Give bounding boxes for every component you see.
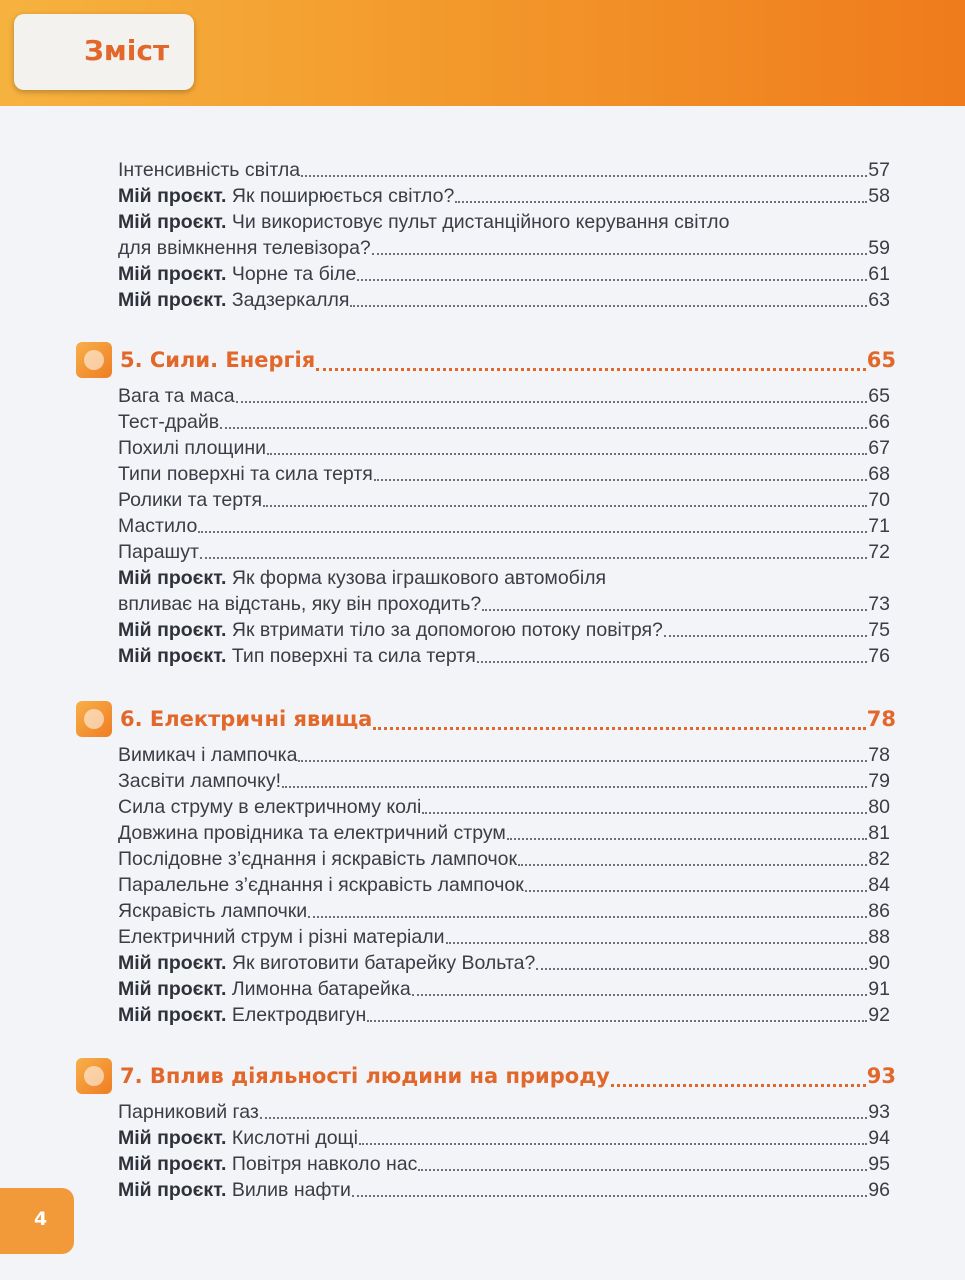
toc-page-number: 58 xyxy=(868,185,890,207)
toc-entry xyxy=(118,287,890,313)
toc-page-number: 93 xyxy=(868,1101,890,1123)
dot-leader xyxy=(282,786,867,788)
toc-entry xyxy=(118,1099,890,1125)
section-page-number: 65 xyxy=(866,348,896,372)
dot-leader xyxy=(372,253,868,255)
toc-entry xyxy=(118,1177,890,1203)
page-title: Зміст xyxy=(84,34,170,67)
dot-leader xyxy=(518,864,867,866)
toc-entry-title: Тест-драйв xyxy=(118,411,220,433)
toc-entry xyxy=(118,513,890,539)
project-label: Мій проєкт. xyxy=(118,567,227,589)
toc-page-number: 65 xyxy=(868,385,890,407)
dot-leader xyxy=(412,994,868,996)
toc-page-number: 68 xyxy=(868,463,890,485)
toc-page-number: 70 xyxy=(868,489,890,511)
toc-entry-title: Парниковий газ xyxy=(118,1101,259,1123)
toc-entry-title: Мій проєкт. Тип поверхні та сила тертя xyxy=(118,645,476,667)
section-heading xyxy=(76,1056,896,1096)
project-label: Мій проєкт. xyxy=(118,978,227,1000)
toc-entry-title: Мій проєкт. Як форма кузова іграшкового автомобіля xyxy=(118,567,607,589)
toc-entry xyxy=(118,1125,890,1151)
toc-page-number: 95 xyxy=(868,1153,890,1175)
dot-leader xyxy=(374,479,867,481)
project-label: Мій проєкт. xyxy=(118,619,227,641)
dot-leader xyxy=(446,942,868,944)
section-page-number: 78 xyxy=(866,707,896,731)
project-label: Мій проєкт. xyxy=(118,952,227,974)
toc-page-number: 79 xyxy=(868,770,890,792)
toc-page-number: 73 xyxy=(868,593,890,615)
dot-leader xyxy=(198,531,867,533)
dot-leader xyxy=(477,661,867,663)
dot-leader xyxy=(611,1084,866,1087)
toc-entry xyxy=(118,1002,890,1028)
toc-entry xyxy=(118,898,890,924)
toc-page-number: 57 xyxy=(868,159,890,181)
toc-entry xyxy=(118,617,890,643)
dot-leader xyxy=(200,557,867,559)
toc-entry xyxy=(118,565,890,591)
toc-entry-title: Вага та маса xyxy=(118,385,235,407)
dot-leader xyxy=(298,760,867,762)
toc-entry xyxy=(118,950,890,976)
toc-page-number: 86 xyxy=(868,900,890,922)
project-label: Мій проєкт. xyxy=(118,645,227,667)
dot-leader xyxy=(482,609,867,611)
toc-entry-title: Інтенсивність світла xyxy=(118,159,301,181)
toc-entry xyxy=(118,643,890,669)
toc-entry-title: Парашут xyxy=(118,541,199,563)
toc-entry-title: Мій проєкт. Повітря навколо нас xyxy=(118,1153,418,1175)
toc-entry-title: Паралельне з’єднання і яскравість лампочок xyxy=(118,874,524,896)
toc-page-number: 91 xyxy=(868,978,890,1000)
dot-leader xyxy=(418,1169,867,1171)
dot-leader xyxy=(367,1020,867,1022)
project-label: Мій проєкт. xyxy=(118,1179,227,1201)
toc-page-number: 63 xyxy=(868,289,890,311)
dot-leader xyxy=(422,812,867,814)
toc-page-number: 71 xyxy=(868,515,890,537)
toc-entry-title: Похилі площини xyxy=(118,437,267,459)
toc-entry xyxy=(118,976,890,1002)
section-page-number: 93 xyxy=(866,1064,896,1088)
project-label: Мій проєкт. xyxy=(118,211,227,233)
toc-page-number: 75 xyxy=(868,619,890,641)
section-title: 6. Електричні явища xyxy=(120,707,373,731)
toc-page-number: 94 xyxy=(868,1127,890,1149)
section-icon xyxy=(76,342,112,378)
section-heading xyxy=(76,699,896,739)
dot-leader xyxy=(316,368,866,371)
toc-entry xyxy=(118,768,890,794)
toc-entry-title: Послідовне з’єднання і яскравість лампочок xyxy=(118,848,518,870)
toc-entry xyxy=(118,846,890,872)
toc-entry xyxy=(118,1151,890,1177)
toc-page-number: 67 xyxy=(868,437,890,459)
toc-entry-title: Сила струму в електричному колі xyxy=(118,796,422,818)
toc-entry xyxy=(118,591,890,617)
toc-page-number: 80 xyxy=(868,796,890,818)
dot-leader xyxy=(352,1195,867,1197)
toc-entry-title: Ролики та тертя xyxy=(118,489,263,511)
dot-leader xyxy=(308,916,867,918)
toc-entry-title: Засвіти лампочку! xyxy=(118,770,281,792)
dot-leader xyxy=(357,279,867,281)
project-label: Мій проєкт. xyxy=(118,263,227,285)
dot-leader xyxy=(301,175,867,177)
toc-entry xyxy=(118,235,890,261)
toc-page-number: 92 xyxy=(868,1004,890,1026)
project-label: Мій проєкт. xyxy=(118,1004,227,1026)
dot-leader xyxy=(350,305,867,307)
toc-entry-title: Мій проєкт. Вилив нафти xyxy=(118,1179,351,1201)
toc-page-number: 82 xyxy=(868,848,890,870)
project-label: Мій проєкт. xyxy=(118,1153,227,1175)
section-icon xyxy=(76,1058,112,1094)
toc-entry xyxy=(118,539,890,565)
section-title: 5. Сили. Енергія xyxy=(120,348,316,372)
toc-entry-title: впливає на відстань, яку він проходить? xyxy=(118,593,482,615)
toc-entry-title: Мій проєкт. Лимонна батарейка xyxy=(118,978,411,1000)
toc-entry-title: для ввімкнення телевізора? xyxy=(118,237,371,259)
toc-page-number: 61 xyxy=(868,263,890,285)
toc-entry xyxy=(118,872,890,898)
toc-entry xyxy=(118,461,890,487)
toc-entry xyxy=(118,157,890,183)
toc-page-number: 66 xyxy=(868,411,890,433)
toc-entry xyxy=(118,487,890,513)
toc-page-number: 72 xyxy=(868,541,890,563)
toc-page-number: 76 xyxy=(868,645,890,667)
dot-leader xyxy=(359,1143,867,1145)
toc-entry-title: Мастило xyxy=(118,515,198,537)
toc-entry xyxy=(118,820,890,846)
toc-entry-title: Мій проєкт. Як поширюється світло? xyxy=(118,185,455,207)
toc-page-number: 78 xyxy=(868,744,890,766)
dot-leader xyxy=(236,401,868,403)
toc-entry-title: Мій проєкт. Задзеркалля xyxy=(118,289,350,311)
dot-leader xyxy=(260,1117,868,1119)
dot-leader xyxy=(263,505,867,507)
section-heading xyxy=(76,340,896,380)
toc-entry xyxy=(118,209,890,235)
dot-leader xyxy=(373,727,865,730)
toc-page-number: 90 xyxy=(868,952,890,974)
toc-entry xyxy=(118,742,890,768)
toc-entry xyxy=(118,183,890,209)
toc-entry-title: Довжина провідника та електричний струм xyxy=(118,822,506,844)
toc-entry xyxy=(118,924,890,950)
toc-page-number: 81 xyxy=(868,822,890,844)
toc-entry xyxy=(118,261,890,287)
toc-page-number: 96 xyxy=(868,1179,890,1201)
project-label: Мій проєкт. xyxy=(118,1127,227,1149)
toc-entry xyxy=(118,409,890,435)
toc-entry-title: Вимикач і лампочка xyxy=(118,744,298,766)
toc-entry-title: Яскравість лампочки xyxy=(118,900,308,922)
project-label: Мій проєкт. xyxy=(118,185,227,207)
dot-leader xyxy=(664,635,867,637)
toc-entry-title: Типи поверхні та сила тертя xyxy=(118,463,373,485)
dot-leader xyxy=(525,890,868,892)
dot-leader xyxy=(220,427,867,429)
toc-entry-title: Мій проєкт. Чорне та біле xyxy=(118,263,357,285)
toc-entry-title: Мій проєкт. Кислотні дощі xyxy=(118,1127,358,1149)
section-title: 7. Вплив діяльності людини на природу xyxy=(120,1064,610,1088)
dot-leader xyxy=(507,838,868,840)
toc-entry-title: Мій проєкт. Як втримати тіло за допомогою потоку повітря? xyxy=(118,619,663,641)
toc-entry-title: Мій проєкт. Чи використовує пульт дистанційного керування світло xyxy=(118,211,730,233)
page-number-tab xyxy=(0,1188,74,1254)
toc-page-number: 88 xyxy=(868,926,890,948)
toc-page-number: 84 xyxy=(868,874,890,896)
project-label: Мій проєкт. xyxy=(118,289,227,311)
toc-entry xyxy=(118,435,890,461)
toc-entry-title: Мій проєкт. Як виготовити батарейку Вольта? xyxy=(118,952,536,974)
section-icon xyxy=(76,701,112,737)
dot-leader xyxy=(536,968,867,970)
dot-leader xyxy=(455,201,867,203)
page-number: 4 xyxy=(34,1208,48,1230)
title-tab xyxy=(14,14,194,90)
toc-entry-title: Електричний струм і різні матеріали xyxy=(118,926,445,948)
toc-page-number: 59 xyxy=(868,237,890,259)
dot-leader xyxy=(267,453,867,455)
toc-entry xyxy=(118,794,890,820)
toc-entry-title: Мій проєкт. Електродвигун xyxy=(118,1004,367,1026)
toc-entry xyxy=(118,383,890,409)
